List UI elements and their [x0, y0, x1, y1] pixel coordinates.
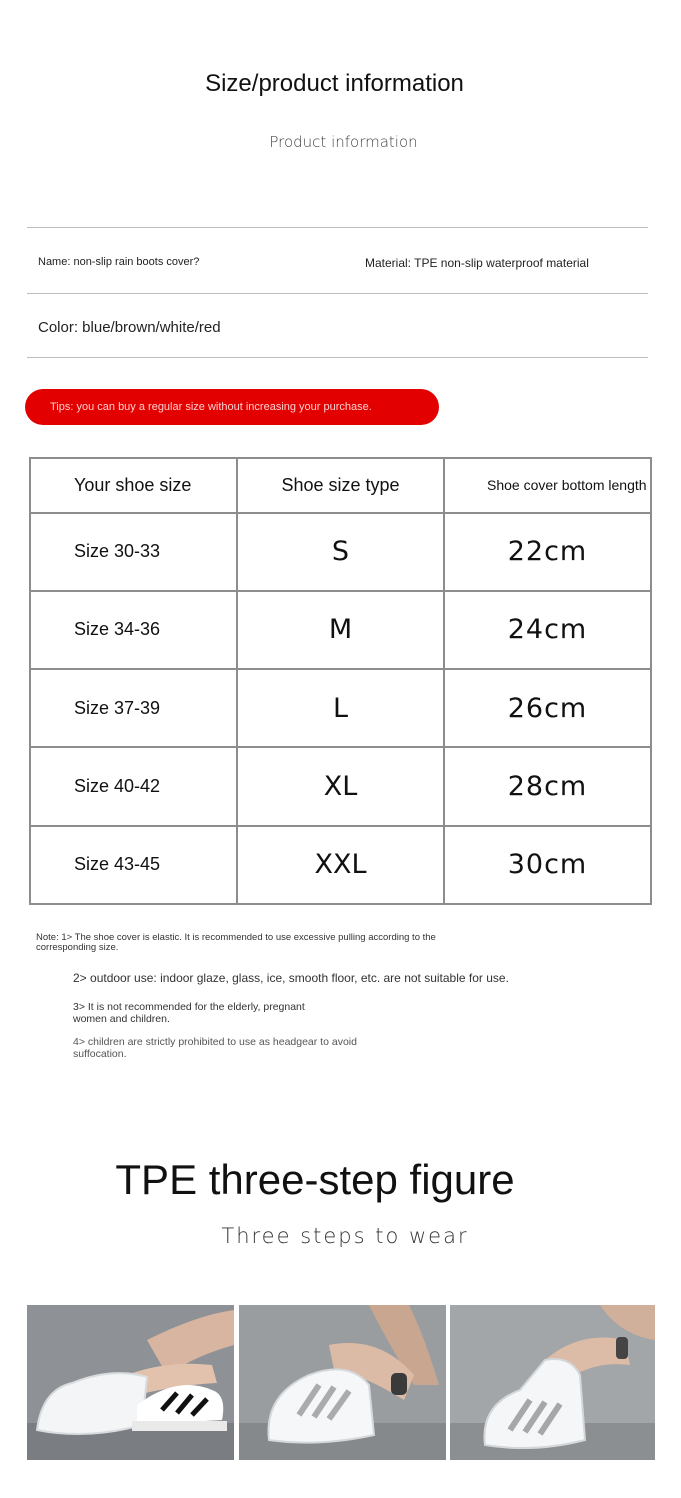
table-row — [30, 513, 651, 591]
product-name: Name: non-slip rain boots cover? — [38, 256, 200, 268]
length-cell: 24cm — [444, 591, 651, 669]
step-1-photo — [27, 1305, 234, 1460]
note-1: Note: 1> The shoe cover is elastic. It is recommended to use excessive pulling according to the corresponding size. — [36, 932, 436, 953]
note-3: 3> It is not recommended for the elderly, pregnant women and children. — [73, 1001, 305, 1025]
shoe-size-cell: Size 37-39 — [30, 669, 237, 747]
shoe-size-cell: Size 30-33 — [30, 513, 237, 591]
section-subtitle: Three steps to wear — [221, 1224, 469, 1248]
section-title: TPE three-step figure — [115, 1156, 515, 1203]
tips-banner — [25, 389, 439, 425]
page-subtitle: Product information — [269, 133, 418, 151]
step-2-photo — [239, 1305, 446, 1460]
size-type-cell: M — [237, 591, 444, 669]
divider — [27, 357, 648, 358]
note-4: 4> children are strictly prohibited to use as headgear to avoid suffocation. — [73, 1036, 357, 1060]
table-row — [30, 826, 651, 904]
table-row — [30, 747, 651, 825]
step-3-photo — [450, 1305, 655, 1460]
shoe-size-cell: Size 34-36 — [30, 591, 237, 669]
header-size-type: Shoe size type — [237, 458, 444, 513]
length-cell: 30cm — [444, 826, 651, 904]
divider — [27, 227, 648, 228]
product-material: Material: TPE non-slip waterproof material — [365, 256, 589, 270]
page-title: Size/product information — [205, 70, 464, 97]
size-type-cell: S — [237, 513, 444, 591]
size-table — [29, 457, 652, 905]
table-row — [30, 669, 651, 747]
shoe-size-cell: Size 43-45 — [30, 826, 237, 904]
size-type-cell: XL — [237, 747, 444, 825]
tips-text: Tips: you can buy a regular size without increasing your purchase. — [50, 401, 372, 413]
size-type-cell: XXL — [237, 826, 444, 904]
size-type-cell: L — [237, 669, 444, 747]
shoe-size-cell: Size 40-42 — [30, 747, 237, 825]
length-cell: 22cm — [444, 513, 651, 591]
length-cell: 26cm — [444, 669, 651, 747]
product-colors: Color: blue/brown/white/red — [38, 319, 221, 336]
note-2: 2> outdoor use: indoor glaze, glass, ice, smooth floor, etc. are not suitable for use. — [73, 971, 509, 985]
divider — [27, 293, 648, 294]
header-cover-length: Shoe cover bottom length — [444, 458, 651, 513]
table-row — [30, 591, 651, 669]
header-shoe-size: Your shoe size — [30, 458, 237, 513]
length-cell: 28cm — [444, 747, 651, 825]
table-header-row — [30, 458, 651, 513]
